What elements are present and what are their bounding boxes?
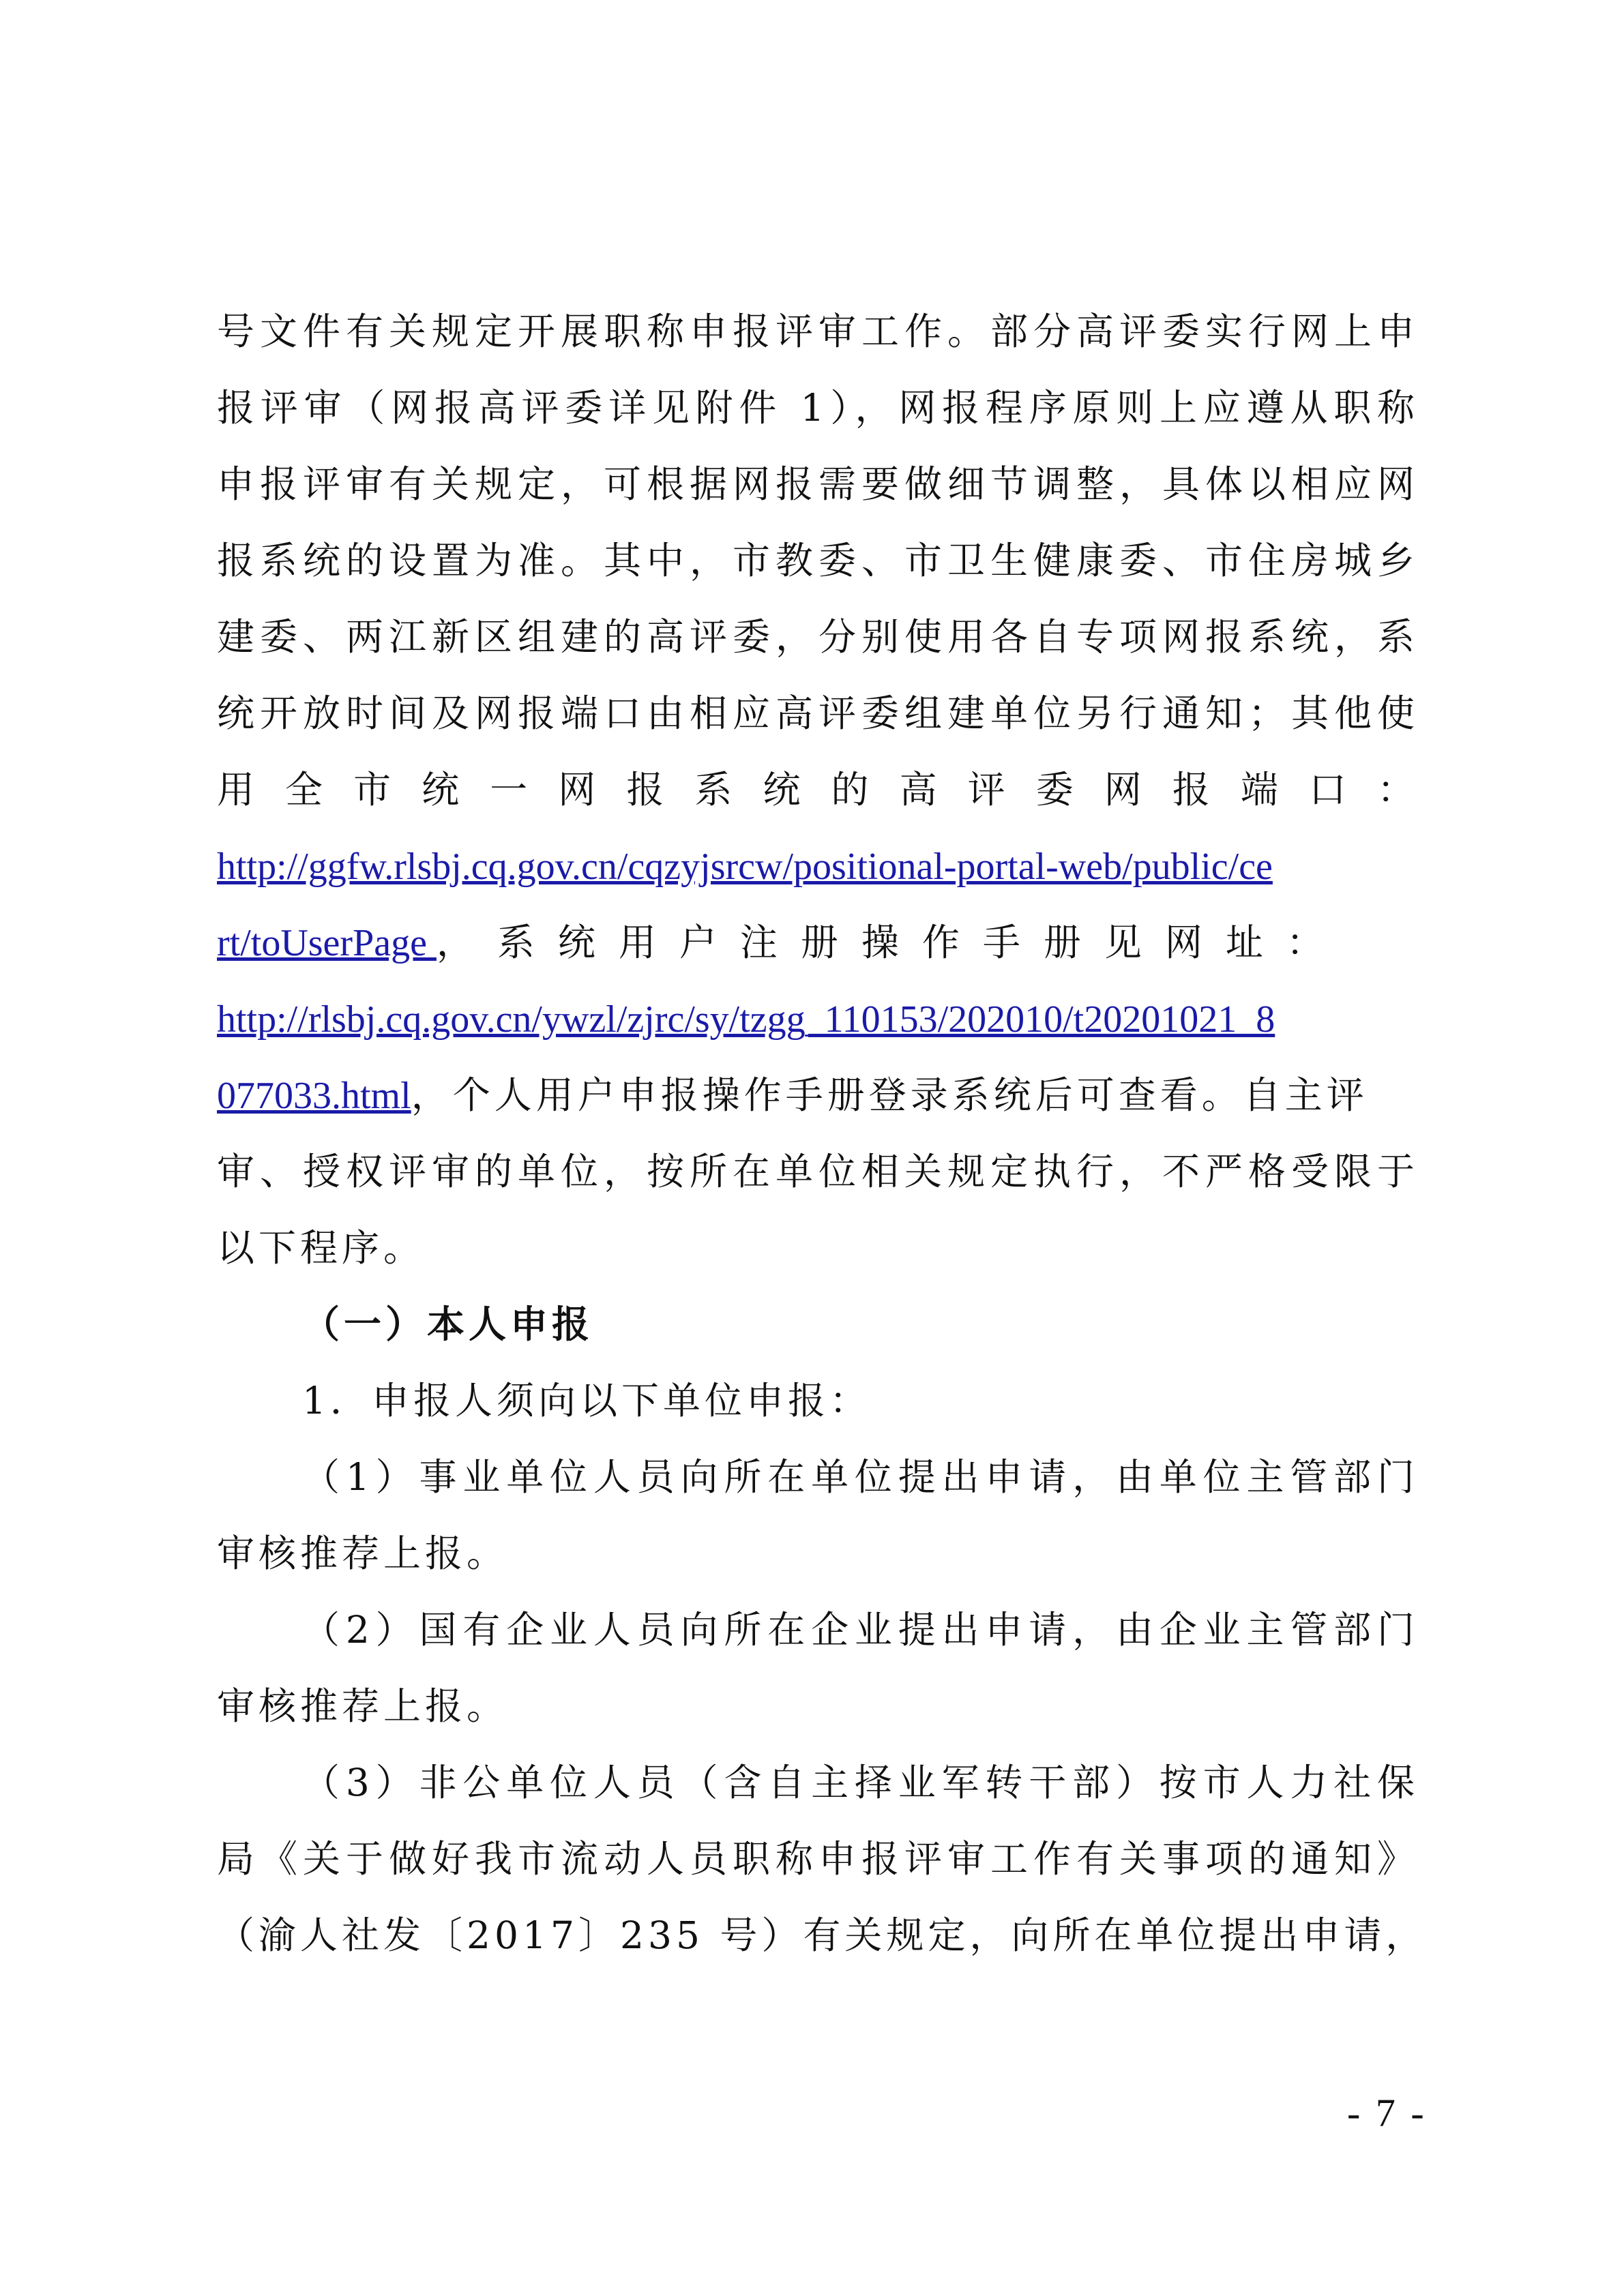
paragraph-line: 申报评审有关规定，可根据网报需要做细节调整，具体以相应网 [217,462,1419,506]
paragraph-line: 用全市统一网报系统的高评委网报端口： [217,768,1419,811]
sub-item-line: （1）事业单位人员向所在单位提出申请，由单位主管部门 [302,1455,1419,1499]
paragraph-line: 报评审（网报高评委详见附件 1），网报程序原则上应遵从职称 [217,386,1419,430]
manual-link-continued[interactable]: 077033.html [217,1075,411,1117]
paragraph-line: 统开放时间及网报端口由相应高评委组建单位另行通知；其他使 [217,691,1419,735]
portal-link[interactable]: http://ggfw.rlsbj.cq.gov.cn/cqzyjsrcw/positional-portal-web/public/ce [217,846,1273,888]
after-link-text: ，个人用户申报操作手册登录系统后可查看。自主评 [411,1073,1368,1117]
portal-link-continued[interactable]: rt/toUserPage [217,922,437,964]
paragraph-line: 报系统的设置为准。其中，市教委、市卫生健康委、市住房城乡 [217,539,1419,582]
after-link-text: ，系统用户注册操作手册见网址： [436,921,1347,964]
page-number: - 7 - [1347,2091,1427,2135]
sub-item-line: 审核推荐上报。 [217,1684,509,1728]
paragraph-line: 建委、两江新区组建的高评委，分别使用各自专项网报系统，系 [217,615,1419,659]
sub-item-line: （3）非公单位人员（含自主择业军转干部）按市人力社保 [302,1761,1419,1804]
manual-link[interactable]: http://rlsbj.cq.gov.cn/ywzl/zjrc/sy/tzgg_110153/202010/t20201021_8 [217,998,1275,1041]
paragraph-line: 以下程序。 [217,1226,426,1270]
paragraph-line: 审、授权评审的单位，按所在单位相关规定执行，不严格受限于 [217,1150,1419,1193]
sub-item-line: （2）国有企业人员向所在企业提出申请，由企业主管部门 [302,1608,1419,1652]
item-heading: 1．申报人须向以下单位申报： [302,1379,871,1422]
sub-item-line: 局《关于做好我市流动人员职称申报评审工作有关事项的通知》 [217,1837,1419,1881]
sub-item-line: （渝人社发〔2017〕235 号）有关规定，向所在单位提出申请， [217,1913,1428,1957]
paragraph-line [217,981,1275,1058]
paragraph-line: 号文件有关规定开展职称申报评审工作。部分高评委实行网上申 [217,310,1419,353]
paragraph-line [217,1057,1368,1134]
paragraph-line [217,904,1347,981]
section-heading: （一）本人申报 [302,1302,594,1346]
sub-item-line: 审核推荐上报。 [217,1532,509,1575]
paragraph-line [217,828,1273,905]
